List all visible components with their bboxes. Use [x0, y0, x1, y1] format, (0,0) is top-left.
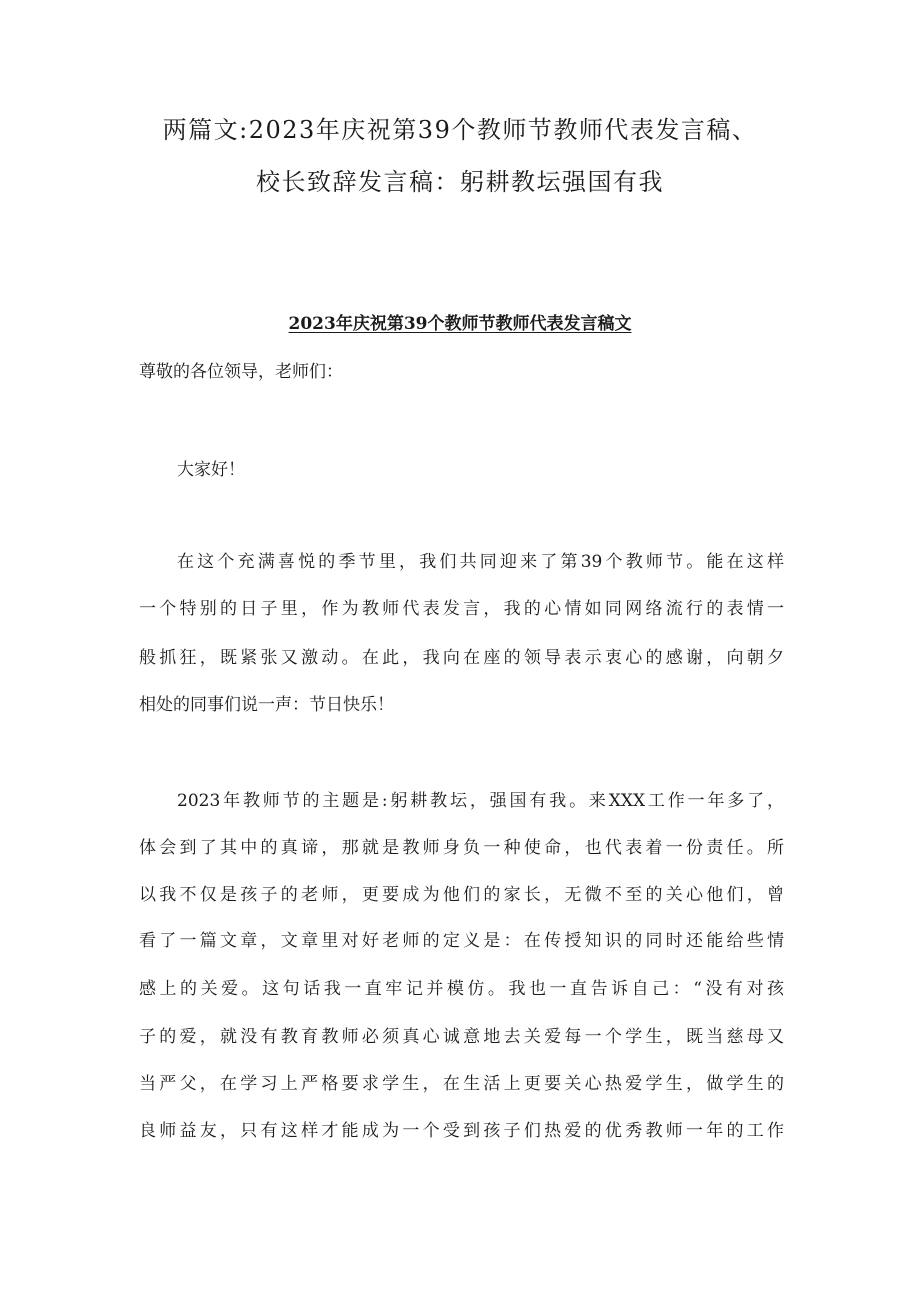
paragraph-line: 体会到了其中的真谛，那就是教师身负一种使命，也代表着一份责任。所 [139, 838, 784, 858]
paragraph-line: 看了一篇文章，文章里对好老师的定义是：在传授知识的同时还能给些情 [139, 931, 784, 951]
salutation: 尊敬的各位领导，老师们： [139, 362, 343, 382]
paragraph-line: 感上的关爱。这句话我一直牢记并模仿。我也一直告诉自己：“没有对孩 [139, 979, 784, 999]
section-title-text: 2023年庆祝第39个教师节教师代表发言稿文 [288, 314, 632, 334]
paragraph-line: 当严父，在学习上严格要求学生，在生活上更要关心热爱学生，做学生的 [139, 1074, 784, 1094]
paragraph-line: 以我不仅是孩子的老师，更要成为他们的家长，无微不至的关心他们，曾 [139, 885, 784, 905]
paragraph-line: 般抓狂，既紧张又激动。在此，我向在座的领导表示衷心的感谢，向朝夕 [139, 648, 784, 668]
paragraph-line: 在这个充满喜悦的季节里，我们共同迎来了第39个教师节。能在这样 [177, 552, 784, 572]
paragraph-line: 2023年教师节的主题是:躬耕教坛，强国有我。来XXX工作一年多了， [177, 791, 784, 811]
greeting: 大家好！ [177, 460, 245, 480]
paragraph-line: 子的爱，就没有教育教师必须真心诚意地去关爱每一个学生，既当慈母又 [139, 1027, 784, 1047]
paragraph-line: 相处的同事们说一声：节日快乐！ [139, 695, 394, 715]
document-title-line-1: 两篇文:2023年庆祝第39个教师节教师代表发言稿、 [162, 116, 758, 144]
paragraph-line: 良师益友，只有这样才能成为一个受到孩子们热爱的优秀教师一年的工作 [139, 1121, 784, 1141]
document-title-line-2: 校长致辞发言稿：躬耕教坛强国有我 [256, 168, 664, 196]
paragraph-line: 一个特别的日子里，作为教师代表发言，我的心情如同网络流行的表情一 [139, 599, 784, 619]
section-title [60, 316, 860, 333]
